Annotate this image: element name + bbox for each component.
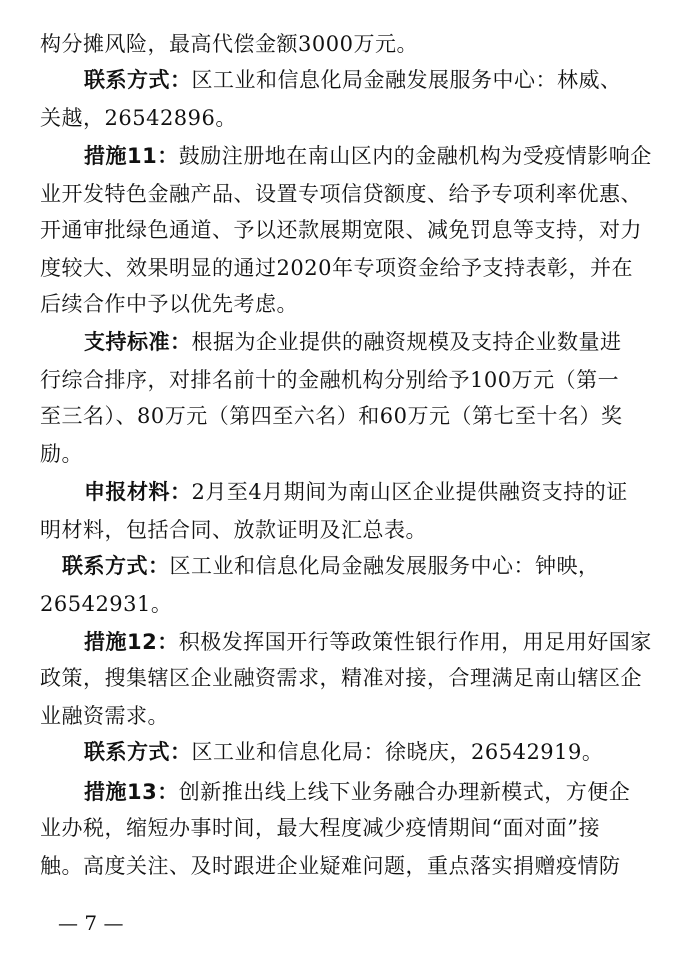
measure-heading-line: 措施13：创新推出线上线下业务融合办理新模式，方便企 — [84, 780, 631, 804]
text-line: 业融资需求。 — [40, 704, 169, 728]
materials-line: 申报材料：2月至4月期间为南山区企业提供融资支持的证 — [84, 480, 628, 504]
text-line: 业开发特色金融产品、设置专项信贷额度、给予专项利率优惠、 — [40, 182, 642, 206]
text-line: 政策，搜集辖区企业融资需求，精准对接，合理满足南山辖区企 — [40, 666, 642, 690]
text-line: 开通审批绿色通道、予以还款展期宽限、减免罚息等支持，对力 — [40, 218, 642, 242]
contact-line: 联系方式：区工业和信息化局金融发展服务中心：钟映， — [62, 554, 600, 578]
standard-line: 支持标准：根据为企业提供的融资规模及支持企业数量进 — [84, 330, 622, 354]
text-line: 触。高度关注、及时跟进企业疑难问题，重点落实捐赠疫情防 — [40, 854, 621, 878]
contact-line: 联系方式：区工业和信息化局金融发展服务中心：林威、 — [84, 68, 622, 92]
measure-heading-line: 措施11：鼓励注册地在南山区内的金融机构为受疫情影响企 — [84, 144, 652, 168]
page-number: — 7 — — [58, 911, 124, 935]
contact-line: 联系方式：区工业和信息化局：徐晓庆，26542919。 — [84, 740, 604, 764]
text-line: 励。 — [40, 442, 83, 466]
text-line: 至三名）、80万元（第四至六名）和60万元（第七至十名）奖 — [40, 404, 623, 428]
text-line: 后续合作中予以优先考虑。 — [40, 292, 298, 316]
text-line: 明材料，包括合同、放款证明及汇总表。 — [40, 518, 427, 542]
text-line: 26542931。 — [40, 592, 173, 616]
text-line: 关越，26542896。 — [40, 106, 237, 130]
measure-heading-line: 措施12：积极发挥国开行等政策性银行作用，用足用好国家 — [84, 630, 652, 654]
text-line: 业办税，缩短办事时间，最大程度减少疫情期间“面对面”接 — [40, 816, 600, 840]
text-line: 行综合排序，对排名前十的金融机构分别给予100万元（第一 — [40, 368, 620, 392]
text-line: 度较大、效果明显的通过2020年专项资金给予支持表彰，并在 — [40, 256, 633, 280]
text-line: 构分摊风险，最高代偿金额3000万元。 — [40, 32, 418, 56]
